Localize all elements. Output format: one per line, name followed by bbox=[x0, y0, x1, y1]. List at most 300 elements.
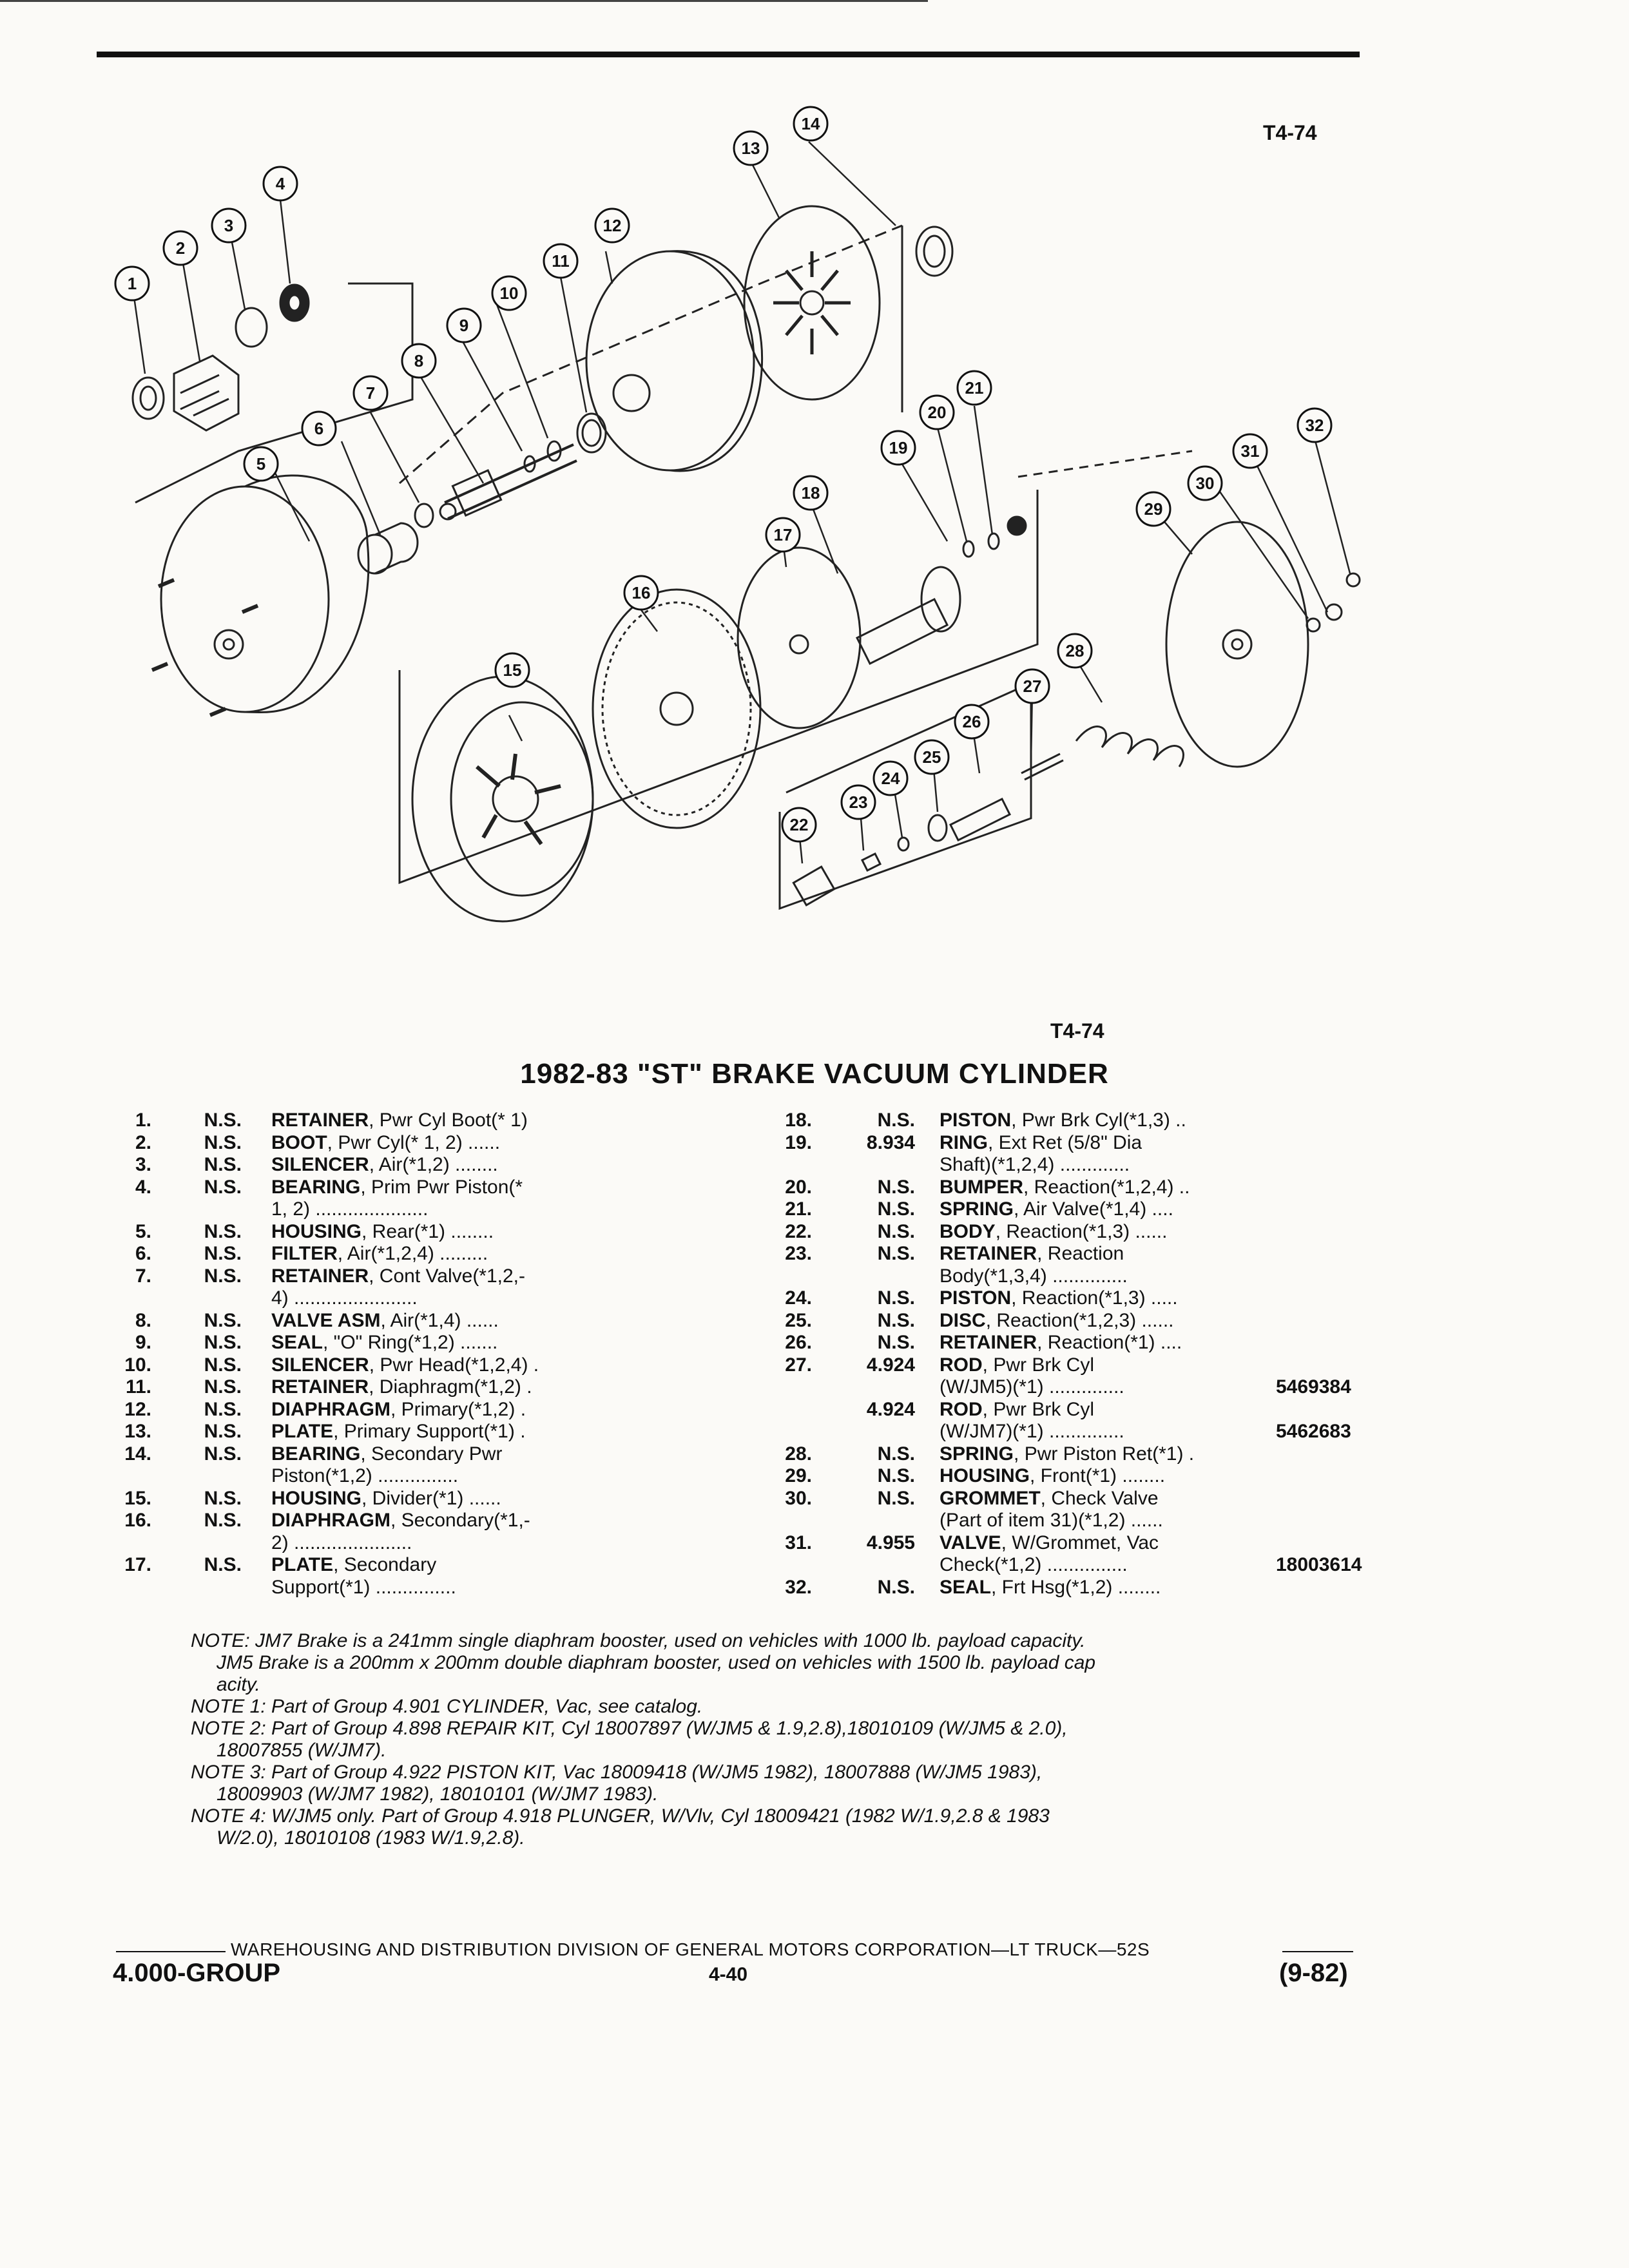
parts-row bbox=[106, 1177, 751, 1199]
svg-text:24: 24 bbox=[881, 769, 900, 788]
item-name: PLATE bbox=[271, 1421, 334, 1442]
item-description bbox=[271, 1465, 458, 1488]
item-detail: , Cont Valve(*1,2,- bbox=[369, 1265, 526, 1287]
item-name: VALVE ASM bbox=[271, 1309, 381, 1331]
top-scan-line bbox=[0, 0, 928, 2]
group-number: N.S. bbox=[204, 1243, 242, 1264]
parts-row bbox=[106, 1399, 751, 1421]
group-number: N.S. bbox=[877, 1287, 915, 1309]
item-description bbox=[271, 1332, 497, 1354]
callout-15 bbox=[496, 653, 529, 687]
parts-row bbox=[767, 1310, 1411, 1332]
callout-10 bbox=[492, 276, 526, 310]
item-number: 2. bbox=[135, 1131, 151, 1153]
item-detail: , Pwr Brk Cyl bbox=[982, 1398, 1095, 1420]
item-description bbox=[271, 1154, 498, 1177]
group-number: N.S. bbox=[877, 1309, 915, 1331]
item-number: 9. bbox=[135, 1332, 151, 1353]
item-description bbox=[940, 1554, 1128, 1577]
item-description bbox=[940, 1354, 1094, 1377]
svg-text:16: 16 bbox=[631, 583, 651, 602]
callout-21 bbox=[958, 371, 991, 405]
svg-text:13: 13 bbox=[741, 139, 760, 158]
item-detail: , Primary Support(*1) . bbox=[333, 1421, 526, 1442]
item-description bbox=[940, 1110, 1186, 1132]
item-detail: Support(*1) ............... bbox=[271, 1576, 456, 1598]
svg-text:4: 4 bbox=[275, 174, 285, 193]
item-description bbox=[271, 1376, 532, 1399]
parts-row bbox=[767, 1443, 1411, 1466]
svg-text:28: 28 bbox=[1065, 641, 1084, 660]
callout-28 bbox=[1058, 634, 1092, 668]
parts-row bbox=[106, 1221, 751, 1244]
parts-row bbox=[767, 1198, 1411, 1221]
callout-24 bbox=[874, 762, 907, 795]
item-description bbox=[271, 1110, 528, 1132]
group-number: N.S. bbox=[204, 1220, 242, 1242]
item-name: BEARING bbox=[271, 1176, 361, 1198]
note-line: W/2.0), 18010108 (1983 W/1.9,2.8). bbox=[217, 1827, 525, 1849]
svg-text:23: 23 bbox=[849, 793, 868, 812]
callout-20 bbox=[920, 396, 954, 429]
parts-row bbox=[767, 1132, 1411, 1155]
item-description bbox=[271, 1443, 502, 1466]
part-number: 18003614 bbox=[1276, 1554, 1362, 1575]
note-line: NOTE: JM7 Brake is a 241mm single diaphram booster, used on vehicles with 1000 lb. payload capacity. bbox=[191, 1630, 1086, 1651]
parts-row bbox=[106, 1443, 751, 1466]
footer-rule-right bbox=[1282, 1951, 1353, 1952]
parts-row bbox=[767, 1554, 1411, 1577]
item-name: DISC bbox=[940, 1309, 986, 1331]
item-detail: , Ext Ret (5/8" Dia bbox=[988, 1131, 1142, 1153]
item-number: 19. bbox=[785, 1131, 812, 1153]
item-detail: , Air Valve(*1,4) .... bbox=[1014, 1198, 1173, 1220]
item-description bbox=[271, 1421, 526, 1443]
callout-17 bbox=[766, 518, 800, 552]
item-number: 17. bbox=[124, 1554, 151, 1575]
item-description bbox=[271, 1399, 526, 1421]
group-number: N.S. bbox=[204, 1510, 242, 1531]
group-number: N.S. bbox=[204, 1443, 242, 1465]
item-detail: 4) ....................... bbox=[271, 1287, 418, 1309]
note-line: NOTE 1: Part of Group 4.901 CYLINDER, Vac, see catalog. bbox=[191, 1696, 703, 1717]
item-number: 18. bbox=[785, 1110, 812, 1131]
svg-text:11: 11 bbox=[552, 251, 570, 271]
item-description bbox=[271, 1532, 412, 1555]
svg-text:26: 26 bbox=[962, 712, 981, 731]
item-description bbox=[271, 1198, 428, 1221]
item-name: PISTON bbox=[940, 1110, 1012, 1131]
item-name: BUMPER bbox=[940, 1176, 1024, 1198]
callout-8 bbox=[402, 344, 436, 378]
parts-row bbox=[767, 1465, 1411, 1488]
item-detail: , Secondary(*1,- bbox=[390, 1510, 530, 1531]
item-detail: , Reaction(*1,3) ..... bbox=[1011, 1287, 1178, 1309]
svg-text:10: 10 bbox=[499, 284, 519, 303]
item-detail: , Reaction(*1,3) ...... bbox=[995, 1220, 1168, 1242]
parts-list-right bbox=[767, 1110, 1411, 1599]
parts-row bbox=[106, 1376, 751, 1399]
item-number: 30. bbox=[785, 1487, 812, 1509]
item-description bbox=[940, 1265, 1128, 1288]
header-rule bbox=[97, 52, 1360, 57]
parts-row bbox=[106, 1488, 751, 1510]
group-number: 4.924 bbox=[866, 1354, 915, 1376]
parts-list-left bbox=[106, 1110, 751, 1599]
item-number: 1. bbox=[135, 1110, 151, 1131]
item-description bbox=[940, 1577, 1161, 1599]
item-description bbox=[271, 1310, 499, 1332]
item-description bbox=[271, 1221, 494, 1244]
item-number: 32. bbox=[785, 1576, 812, 1598]
callout-9 bbox=[447, 309, 481, 342]
item-number: 14. bbox=[124, 1443, 151, 1465]
parts-row bbox=[767, 1221, 1411, 1244]
svg-text:25: 25 bbox=[922, 747, 941, 767]
item-description bbox=[940, 1154, 1130, 1177]
item-number: 7. bbox=[135, 1265, 151, 1287]
parts-row bbox=[106, 1532, 751, 1555]
svg-text:7: 7 bbox=[365, 383, 376, 403]
item-detail: , Air(*1,4) ...... bbox=[380, 1309, 499, 1331]
item-description bbox=[271, 1132, 500, 1155]
item-number: 13. bbox=[124, 1421, 151, 1442]
parts-row bbox=[767, 1532, 1411, 1555]
note-line: JM5 Brake is a 200mm x 200mm double diaphram booster, used on vehicles with 1500 lb. payload cap bbox=[217, 1652, 1096, 1673]
parts-row bbox=[106, 1154, 751, 1177]
item-description bbox=[940, 1421, 1124, 1443]
callout-14 bbox=[794, 107, 827, 140]
group-number: N.S. bbox=[204, 1154, 242, 1175]
item-detail: , Secondary bbox=[333, 1554, 437, 1575]
item-number: 25. bbox=[785, 1309, 812, 1331]
svg-text:6: 6 bbox=[314, 419, 324, 438]
group-number: N.S. bbox=[877, 1243, 915, 1264]
item-description bbox=[271, 1265, 525, 1288]
svg-text:19: 19 bbox=[889, 438, 908, 457]
parts-row bbox=[767, 1154, 1411, 1177]
item-detail: Body(*1,3,4) .............. bbox=[940, 1265, 1128, 1287]
svg-text:21: 21 bbox=[965, 378, 984, 398]
item-name: PISTON bbox=[940, 1287, 1012, 1309]
item-detail: Piston(*1,2) ............... bbox=[271, 1465, 459, 1486]
item-detail: , Pwr Brk Cyl bbox=[982, 1354, 1095, 1376]
callout-2 bbox=[164, 231, 197, 265]
parts-row bbox=[767, 1421, 1411, 1443]
callout-19 bbox=[882, 431, 915, 465]
page-number: 4-40 bbox=[709, 1964, 748, 1985]
item-number: 24. bbox=[785, 1287, 812, 1309]
parts-row bbox=[767, 1488, 1411, 1510]
group-number: N.S. bbox=[877, 1220, 915, 1242]
item-description bbox=[271, 1554, 436, 1577]
parts-row bbox=[106, 1421, 751, 1443]
item-name: RETAINER bbox=[271, 1376, 369, 1398]
item-name: ROD bbox=[940, 1398, 983, 1420]
group-number: N.S. bbox=[204, 1421, 242, 1442]
item-name: RETAINER bbox=[271, 1110, 369, 1131]
callout-18 bbox=[794, 476, 827, 510]
item-number: 26. bbox=[785, 1332, 812, 1353]
callout-3 bbox=[212, 209, 246, 242]
item-number: 3. bbox=[135, 1154, 151, 1175]
item-name: RETAINER bbox=[271, 1265, 369, 1287]
footer-date: (9-82) bbox=[1279, 1959, 1348, 1987]
item-description bbox=[271, 1287, 418, 1310]
item-detail: , Front(*1) ........ bbox=[1030, 1465, 1166, 1486]
parts-row bbox=[106, 1577, 751, 1599]
svg-text:3: 3 bbox=[224, 216, 234, 235]
parts-row bbox=[106, 1198, 751, 1221]
note-line: acity. bbox=[217, 1674, 260, 1695]
group-number: N.S. bbox=[204, 1176, 242, 1198]
item-name: SEAL bbox=[271, 1332, 323, 1353]
item-detail: , Pwr Cyl(* 1, 2) ...... bbox=[327, 1131, 501, 1153]
group-number: N.S. bbox=[877, 1198, 915, 1220]
footer-group: 4.000-GROUP bbox=[113, 1959, 281, 1987]
exploded-parts-diagram bbox=[97, 90, 1373, 1012]
item-detail: , Pwr Piston Ret(*1) . bbox=[1014, 1443, 1195, 1465]
item-name: RING bbox=[940, 1131, 988, 1153]
group-number: N.S. bbox=[204, 1354, 242, 1376]
item-number: 10. bbox=[124, 1354, 151, 1376]
item-description bbox=[271, 1488, 501, 1510]
item-description bbox=[940, 1177, 1190, 1199]
item-detail: , Reaction(*1) .... bbox=[1037, 1332, 1182, 1353]
item-description bbox=[271, 1577, 456, 1599]
parts-row bbox=[767, 1177, 1411, 1199]
item-detail: , Secondary Pwr bbox=[360, 1443, 503, 1465]
item-detail: , Reaction(*1,2,3) ...... bbox=[985, 1309, 1174, 1331]
item-name: HOUSING bbox=[271, 1220, 362, 1242]
parts-row bbox=[767, 1399, 1411, 1421]
item-name: VALVE bbox=[940, 1532, 1001, 1553]
item-name: SILENCER bbox=[271, 1154, 369, 1175]
item-name: HOUSING bbox=[271, 1487, 362, 1509]
svg-text:2: 2 bbox=[175, 238, 186, 258]
footer-rule-left bbox=[116, 1951, 226, 1952]
item-description bbox=[940, 1132, 1142, 1155]
callout-30 bbox=[1188, 466, 1222, 500]
svg-text:15: 15 bbox=[503, 660, 522, 680]
item-name: RETAINER bbox=[940, 1332, 1037, 1353]
parts-row bbox=[106, 1354, 751, 1377]
svg-text:29: 29 bbox=[1144, 499, 1163, 519]
item-description bbox=[271, 1177, 523, 1199]
item-description bbox=[940, 1532, 1159, 1555]
group-number: N.S. bbox=[204, 1265, 242, 1287]
group-number: 4.924 bbox=[866, 1398, 915, 1420]
group-number: N.S. bbox=[204, 1554, 242, 1575]
parts-row bbox=[106, 1554, 751, 1577]
callout-13 bbox=[734, 131, 767, 165]
item-number: 4. bbox=[135, 1176, 151, 1198]
item-number: 12. bbox=[124, 1398, 151, 1420]
item-name: BOOT bbox=[271, 1131, 327, 1153]
item-detail: (W/JM7)(*1) .............. bbox=[940, 1421, 1124, 1442]
group-number: N.S. bbox=[204, 1332, 242, 1353]
item-name: SEAL bbox=[940, 1576, 992, 1598]
item-name: SPRING bbox=[940, 1198, 1014, 1220]
item-detail: , Prim Pwr Piston(* bbox=[360, 1176, 523, 1198]
item-detail: , Reaction(*1,2,4) .. bbox=[1023, 1176, 1190, 1198]
item-detail: , Pwr Head(*1,2,4) . bbox=[369, 1354, 539, 1376]
callout-25 bbox=[915, 740, 949, 774]
item-detail: (W/JM5)(*1) .............. bbox=[940, 1376, 1124, 1398]
item-name: HOUSING bbox=[940, 1465, 1030, 1486]
item-description bbox=[940, 1332, 1182, 1354]
parts-row bbox=[767, 1510, 1411, 1532]
svg-text:17: 17 bbox=[773, 525, 793, 544]
item-detail: , W/Grommet, Vac bbox=[1001, 1532, 1159, 1553]
item-number: 15. bbox=[124, 1487, 151, 1509]
svg-text:8: 8 bbox=[414, 351, 424, 370]
item-name: GROMMET bbox=[940, 1487, 1041, 1509]
callout-11 bbox=[544, 244, 577, 278]
item-number: 20. bbox=[785, 1176, 812, 1198]
item-detail: 2) ...................... bbox=[271, 1532, 412, 1553]
footer-division: WAREHOUSING AND DISTRIBUTION DIVISION OF GENERAL MOTORS CORPORATION—LT TRUCK—52S bbox=[231, 1939, 1150, 1959]
parts-row bbox=[106, 1310, 751, 1332]
callout-27 bbox=[1016, 669, 1049, 703]
item-detail: , Air(*1,2,4) ......... bbox=[337, 1243, 488, 1264]
item-detail: , Pwr Cyl Boot(* 1) bbox=[369, 1110, 528, 1131]
callout-16 bbox=[624, 576, 658, 610]
item-name: BODY bbox=[940, 1220, 996, 1242]
callout-4 bbox=[264, 167, 297, 200]
group-number: N.S. bbox=[204, 1110, 242, 1131]
callout-12 bbox=[595, 209, 629, 242]
item-detail: , "O" Ring(*1,2) ....... bbox=[323, 1332, 498, 1353]
item-detail: , Primary(*1,2) . bbox=[390, 1398, 526, 1420]
group-number: 4.955 bbox=[866, 1532, 915, 1553]
group-number: N.S. bbox=[877, 1443, 915, 1465]
parts-row bbox=[106, 1110, 751, 1132]
svg-text:31: 31 bbox=[1240, 441, 1260, 461]
item-description bbox=[940, 1399, 1094, 1421]
item-description bbox=[940, 1510, 1163, 1532]
group-number: N.S. bbox=[204, 1376, 242, 1398]
item-description bbox=[940, 1488, 1159, 1510]
parts-row bbox=[106, 1510, 751, 1532]
item-description bbox=[271, 1510, 530, 1532]
parts-row bbox=[106, 1287, 751, 1310]
svg-text:30: 30 bbox=[1195, 474, 1215, 493]
item-detail: , Frt Hsg(*1,2) ........ bbox=[991, 1576, 1161, 1598]
item-name: SPRING bbox=[940, 1443, 1014, 1465]
svg-text:9: 9 bbox=[459, 316, 469, 335]
item-detail: , Rear(*1) ........ bbox=[361, 1220, 494, 1242]
parts-row bbox=[767, 1243, 1411, 1265]
svg-text:27: 27 bbox=[1023, 677, 1042, 696]
note-line: NOTE 2: Part of Group 4.898 REPAIR KIT, Cyl 18007897 (W/JM5 & 1.9,2.8),18010109 (W/JM5 & 2.0), bbox=[191, 1718, 1068, 1739]
figure-id-top: T4-74 bbox=[1263, 121, 1317, 144]
parts-row bbox=[767, 1332, 1411, 1354]
item-detail: , Pwr Brk Cyl(*1,3) .. bbox=[1011, 1110, 1186, 1131]
item-description bbox=[940, 1310, 1173, 1332]
callout-26 bbox=[955, 705, 988, 738]
parts-row bbox=[106, 1132, 751, 1155]
note-line: 18009903 (W/JM7 1982), 18010101 (W/JM7 1983). bbox=[217, 1783, 659, 1805]
svg-text:18: 18 bbox=[801, 483, 820, 503]
svg-text:20: 20 bbox=[927, 403, 947, 422]
group-number: N.S. bbox=[204, 1309, 242, 1331]
callout-31 bbox=[1233, 434, 1267, 468]
item-description bbox=[940, 1376, 1124, 1399]
figure-id-bottom: T4-74 bbox=[1050, 1019, 1104, 1043]
group-number: N.S. bbox=[204, 1131, 242, 1153]
item-detail: , Reaction bbox=[1037, 1243, 1124, 1264]
svg-text:1: 1 bbox=[127, 274, 137, 293]
part-number: 5469384 bbox=[1276, 1376, 1351, 1398]
parts-row bbox=[767, 1265, 1411, 1288]
item-description bbox=[940, 1198, 1173, 1221]
callout-23 bbox=[842, 785, 875, 819]
parts-row bbox=[767, 1287, 1411, 1310]
item-detail: , Air(*1,2) ........ bbox=[369, 1154, 498, 1175]
callout-1 bbox=[115, 267, 149, 300]
item-description bbox=[940, 1243, 1124, 1265]
svg-text:32: 32 bbox=[1305, 416, 1324, 435]
callout-22 bbox=[782, 808, 816, 841]
item-detail: Check(*1,2) ............... bbox=[940, 1554, 1128, 1575]
item-number: 5. bbox=[135, 1220, 151, 1242]
item-name: RETAINER bbox=[940, 1243, 1037, 1264]
svg-text:12: 12 bbox=[602, 216, 622, 235]
item-name: FILTER bbox=[271, 1243, 338, 1264]
parts-row bbox=[767, 1110, 1411, 1132]
callout-32 bbox=[1298, 408, 1331, 442]
parts-row bbox=[767, 1354, 1411, 1377]
item-description bbox=[940, 1443, 1194, 1466]
svg-text:14: 14 bbox=[801, 114, 820, 133]
group-number: N.S. bbox=[204, 1487, 242, 1509]
callout-5 bbox=[244, 447, 278, 481]
group-number: N.S. bbox=[877, 1176, 915, 1198]
item-description bbox=[940, 1221, 1167, 1244]
item-name: DIAPHRAGM bbox=[271, 1398, 390, 1420]
svg-text:22: 22 bbox=[789, 815, 809, 834]
parts-row bbox=[106, 1265, 751, 1288]
item-number: 23. bbox=[785, 1243, 812, 1264]
item-number: 8. bbox=[135, 1309, 151, 1331]
item-name: SILENCER bbox=[271, 1354, 369, 1376]
group-number: N.S. bbox=[877, 1332, 915, 1353]
item-description bbox=[940, 1465, 1165, 1488]
item-number: 11. bbox=[125, 1376, 151, 1398]
item-detail: , Diaphragm(*1,2) . bbox=[369, 1376, 532, 1398]
parts-row bbox=[106, 1465, 751, 1488]
group-number: N.S. bbox=[877, 1110, 915, 1131]
item-number: 16. bbox=[124, 1510, 151, 1531]
parts-row bbox=[767, 1577, 1411, 1599]
item-description bbox=[271, 1243, 488, 1265]
item-name: DIAPHRAGM bbox=[271, 1510, 390, 1531]
group-number: N.S. bbox=[204, 1398, 242, 1420]
item-name: ROD bbox=[940, 1354, 983, 1376]
item-number: 31. bbox=[785, 1532, 812, 1553]
note-line: 18007855 (W/JM7). bbox=[217, 1740, 387, 1761]
item-name: PLATE bbox=[271, 1554, 334, 1575]
svg-text:5: 5 bbox=[256, 454, 266, 474]
item-detail: , Check Valve bbox=[1040, 1487, 1159, 1509]
item-number: 21. bbox=[785, 1198, 812, 1220]
item-number: 29. bbox=[785, 1465, 812, 1486]
group-number: N.S. bbox=[877, 1576, 915, 1598]
note-line: NOTE 3: Part of Group 4.922 PISTON KIT, Vac 18009418 (W/JM5 1982), 18007888 (W/JM5 1983), bbox=[191, 1762, 1043, 1783]
item-description bbox=[271, 1354, 539, 1377]
item-number: 22. bbox=[785, 1220, 812, 1242]
